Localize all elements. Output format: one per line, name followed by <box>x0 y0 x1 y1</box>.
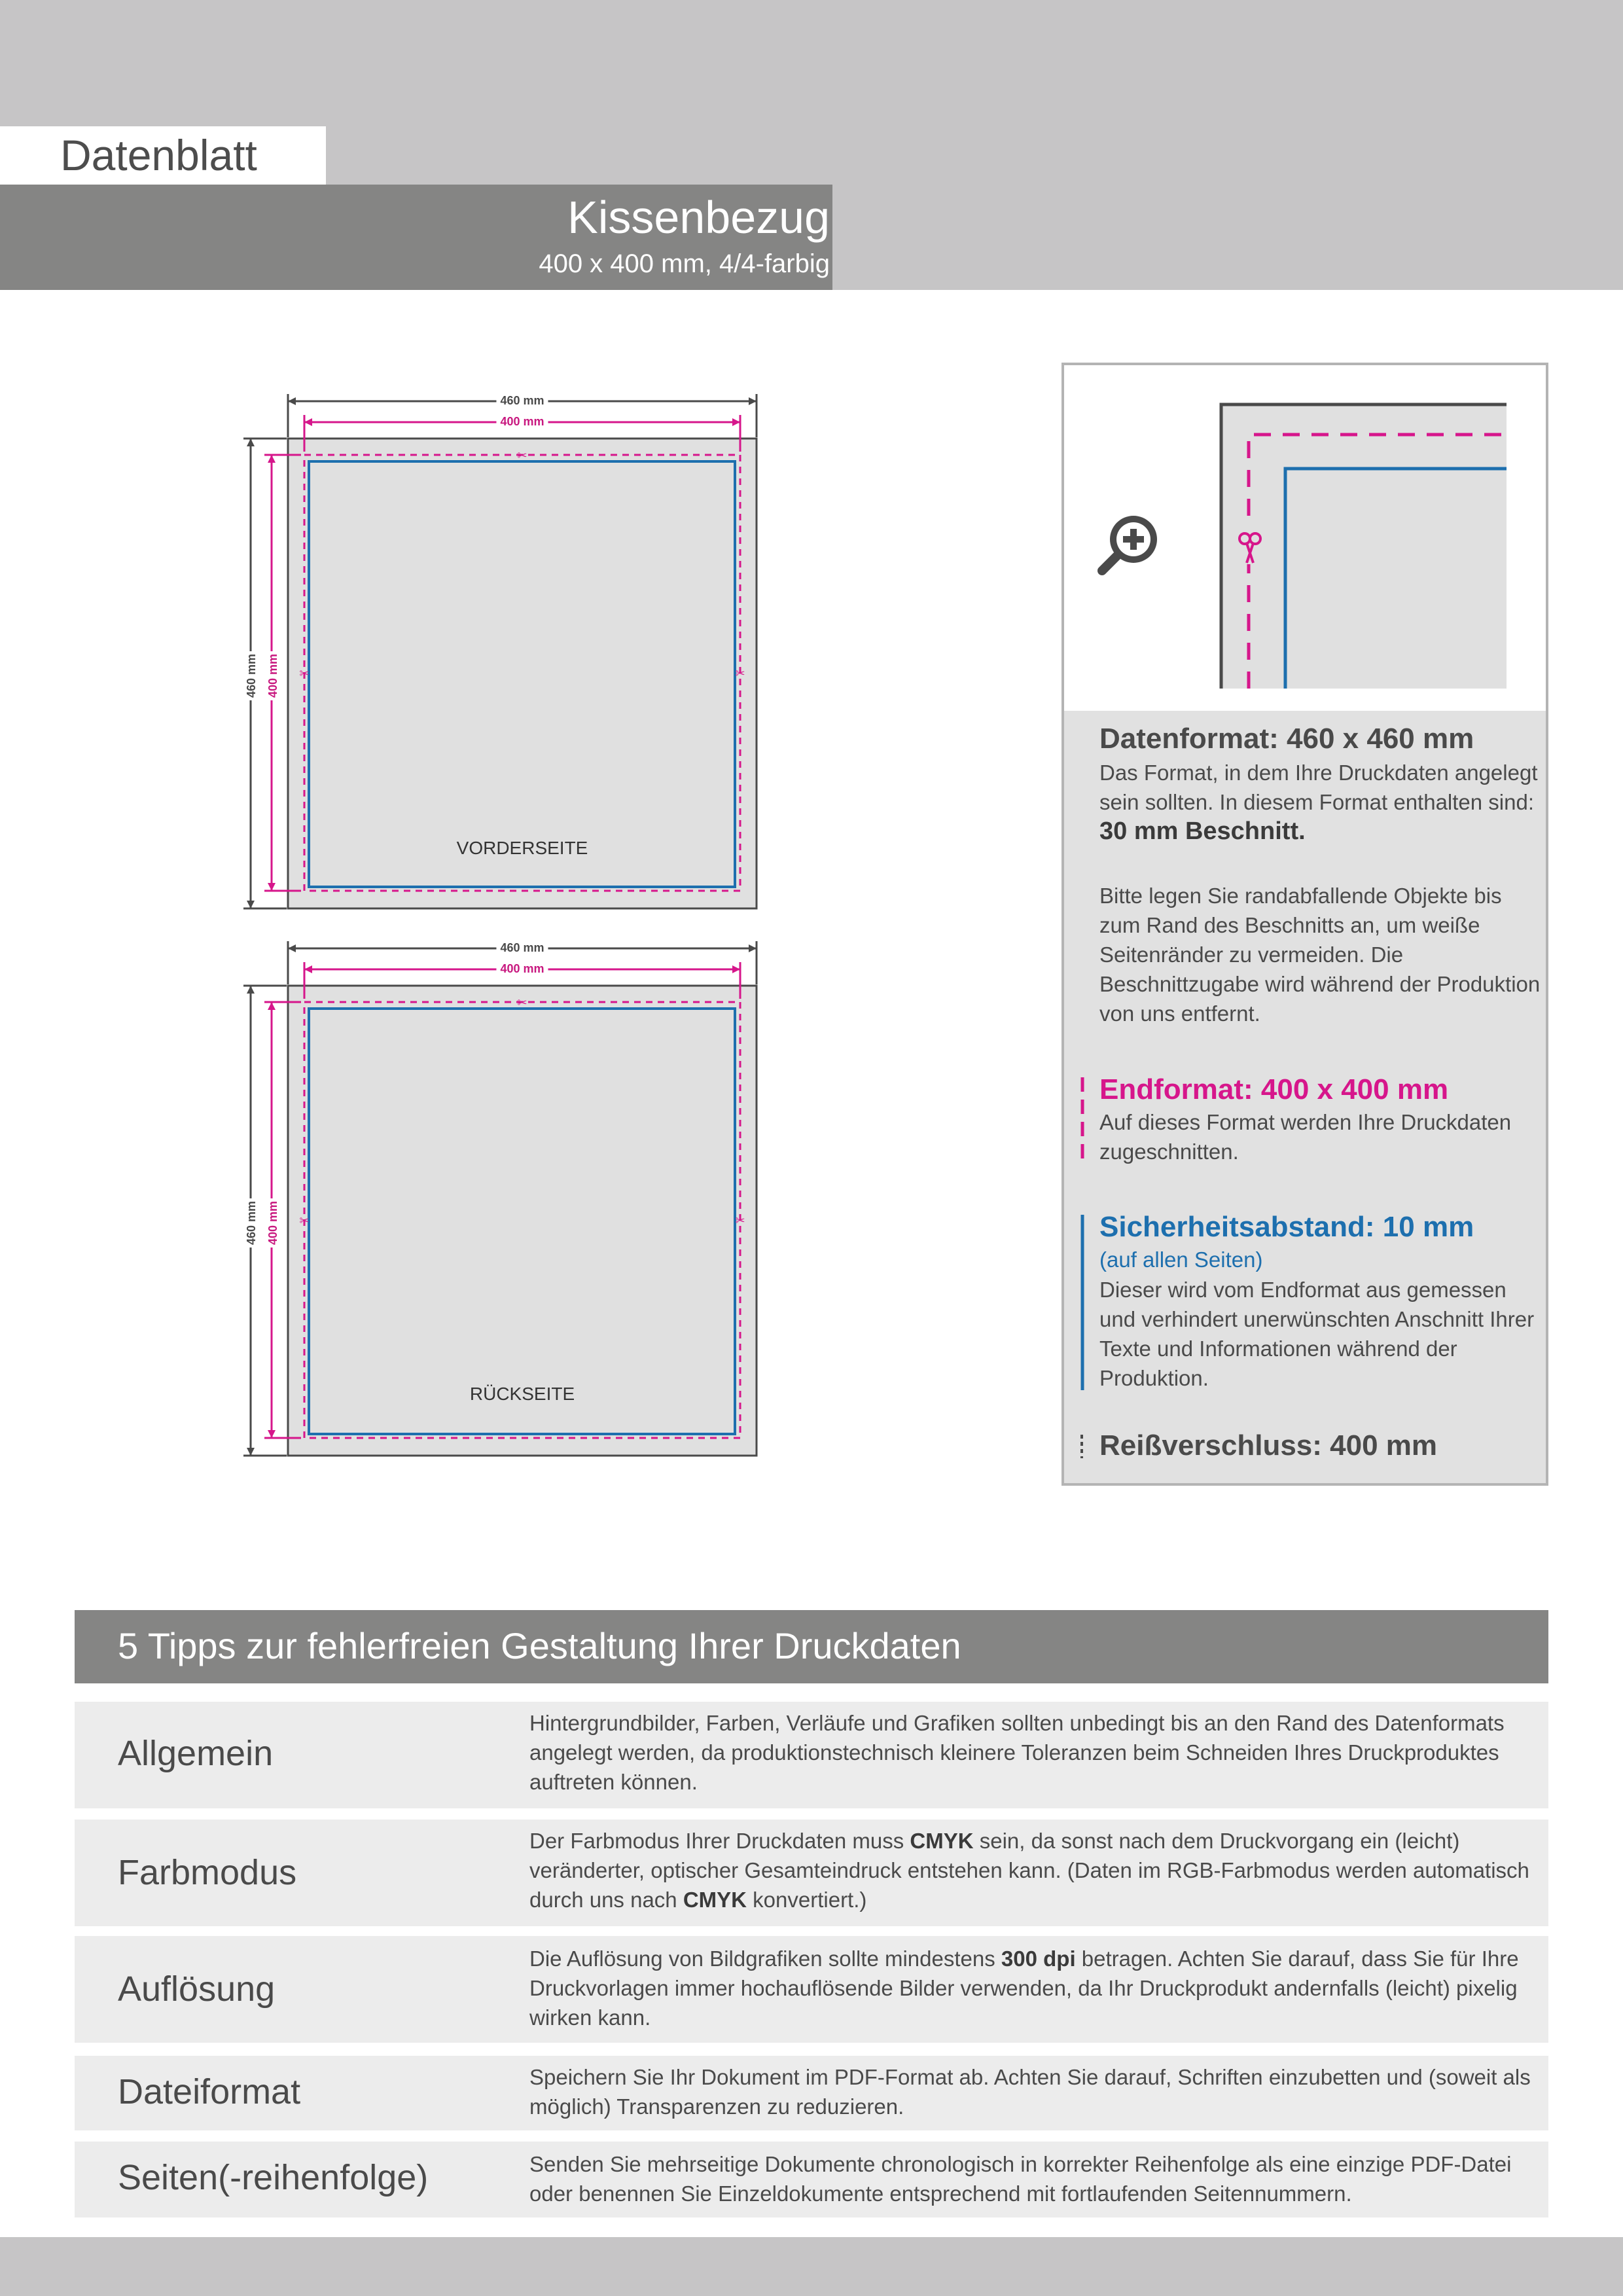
tip-row-aufloesung <box>75 1936 1548 2043</box>
tips-title: 5 Tipps zur fehlerfreien Gestaltung Ihrer Druckdaten <box>118 1625 961 1666</box>
zoom-icon <box>1102 516 1157 571</box>
tip-text: Speichern Sie Ihr Dokument im PDF-Format ab. Achten Sie darauf, Schriften einzubetten und (soweit als möglich) Transparenzen zu reduzieren. <box>529 2065 1531 2119</box>
back-inner-height-label: 400 mm <box>266 1198 280 1247</box>
back-inner-width-label: 400 mm <box>496 962 548 975</box>
tip-label: Seiten(-reihenfolge) <box>118 2158 429 2197</box>
tip-row-allgemein <box>75 1702 1548 1808</box>
zoom-detail-graphic <box>1064 365 1546 711</box>
tip-label: Farbmodus <box>118 1853 297 1892</box>
footer-band <box>0 2237 1623 2296</box>
back-outer-width-label: 460 mm <box>496 941 548 954</box>
svg-text:✂: ✂ <box>299 667 310 681</box>
tip-label: Dateiformat <box>118 2072 301 2111</box>
tip-text: Hintergrundbilder, Farben, Verläufe und Grafiken sollten unbedingt bis an den Rand des Datenformats angelegt werden, da produktionstechnisch kleinere Toleranzen beim Schneiden Ihres Druckproduktes auftreten können. <box>529 1711 1505 1794</box>
endformat-marker-icon <box>1079 1077 1086 1162</box>
front-inner-height-label: 400 mm <box>266 651 280 700</box>
front-outer-width-label: 460 mm <box>496 394 548 407</box>
sicherheit-title: Sicherheitsabstand: 10 mm <box>1099 1211 1474 1243</box>
endformat-title: Endformat: 400 x 400 mm <box>1099 1073 1449 1105</box>
datenformat-note: Bitte legen Sie randabfallende Objekte bis zum Rand des Beschnitts an, um weiße Seitenränder zu vermeiden. Die Beschnittzugabe wird während der Produktion von uns entfernt. <box>1099 884 1541 1026</box>
sicherheit-text: Dieser wird vom Endformat aus gemessen und verhindert unerwünschten Anschnitt Ihrer Texte und Informationen während der Produktion. <box>1099 1278 1535 1390</box>
svg-text:✂: ✂ <box>517 996 527 1010</box>
datenformat-title: Datenformat: 460 x 460 mm <box>1099 723 1474 755</box>
front-diagram-graphic <box>236 386 772 916</box>
front-side-label: VORDERSEITE <box>456 838 588 858</box>
sicherheit-subtitle: (auf allen Seiten) <box>1099 1247 1263 1272</box>
svg-text:✂: ✂ <box>735 667 745 681</box>
front-inner-width-label: 400 mm <box>496 415 548 428</box>
datenformat-text: Das Format, in dem Ihre Druckdaten angelegt sein sollten. In diesem Format enthalten sind: 30 mm Beschnitt. <box>1099 761 1538 845</box>
zipper-title: Reißverschluss: 400 mm <box>1099 1429 1438 1462</box>
endformat-text: Auf dieses Format werden Ihre Druckdaten zugeschnitten. <box>1099 1110 1512 1164</box>
tip-row-farbmodus <box>75 1820 1548 1926</box>
tip-text: Die Auflösung von Bildgrafiken sollte mindestens 300 dpi betragen. Achten Sie darauf, dass Sie für Ihre Druckvorlagen immer hochauflösende Bilder verwenden, da Ihr Druckprodukt andernfalls (leicht) pixelig wirken kann. <box>529 1946 1519 2030</box>
svg-text:✂: ✂ <box>299 1214 310 1228</box>
svg-text:✂: ✂ <box>735 1214 745 1228</box>
tip-text: Senden Sie mehrseitige Dokumente chronologisch in korrekter Reihenfolge als eine einzige PDF-Datei oder benennen Sie Einzeldokumente entsprechend mit fortlaufenden Seitennummern. <box>529 2152 1512 2206</box>
back-outer-height-label: 460 mm <box>245 1198 259 1247</box>
tip-row-dateiformat <box>75 2056 1548 2130</box>
zipper-marker-icon <box>1079 1435 1085 1458</box>
tip-row-seiten <box>75 2142 1548 2217</box>
front-outer-height-label: 460 mm <box>245 651 259 700</box>
tip-label: Allgemein <box>118 1734 274 1773</box>
svg-text:✂: ✂ <box>517 449 527 463</box>
product-title: Kissenbezug <box>567 192 830 243</box>
product-spec: 400 x 400 mm, 4/4-farbig <box>539 249 830 278</box>
tip-label: Auflösung <box>118 1969 276 2009</box>
document-type-label: Datenblatt <box>60 131 257 179</box>
sicherheit-marker-icon <box>1079 1215 1086 1390</box>
back-side-label: RÜCKSEITE <box>469 1384 575 1404</box>
tip-text: Der Farbmodus Ihrer Druckdaten muss CMYK sein, da sonst nach dem Druckvorgang ein (leicht) veränderter, optischer Gesamteindruck entstehen kann. (Daten im RGB-Farbmodus werden automatisch durch uns nach CMYK konvertiert.) <box>529 1829 1529 1912</box>
